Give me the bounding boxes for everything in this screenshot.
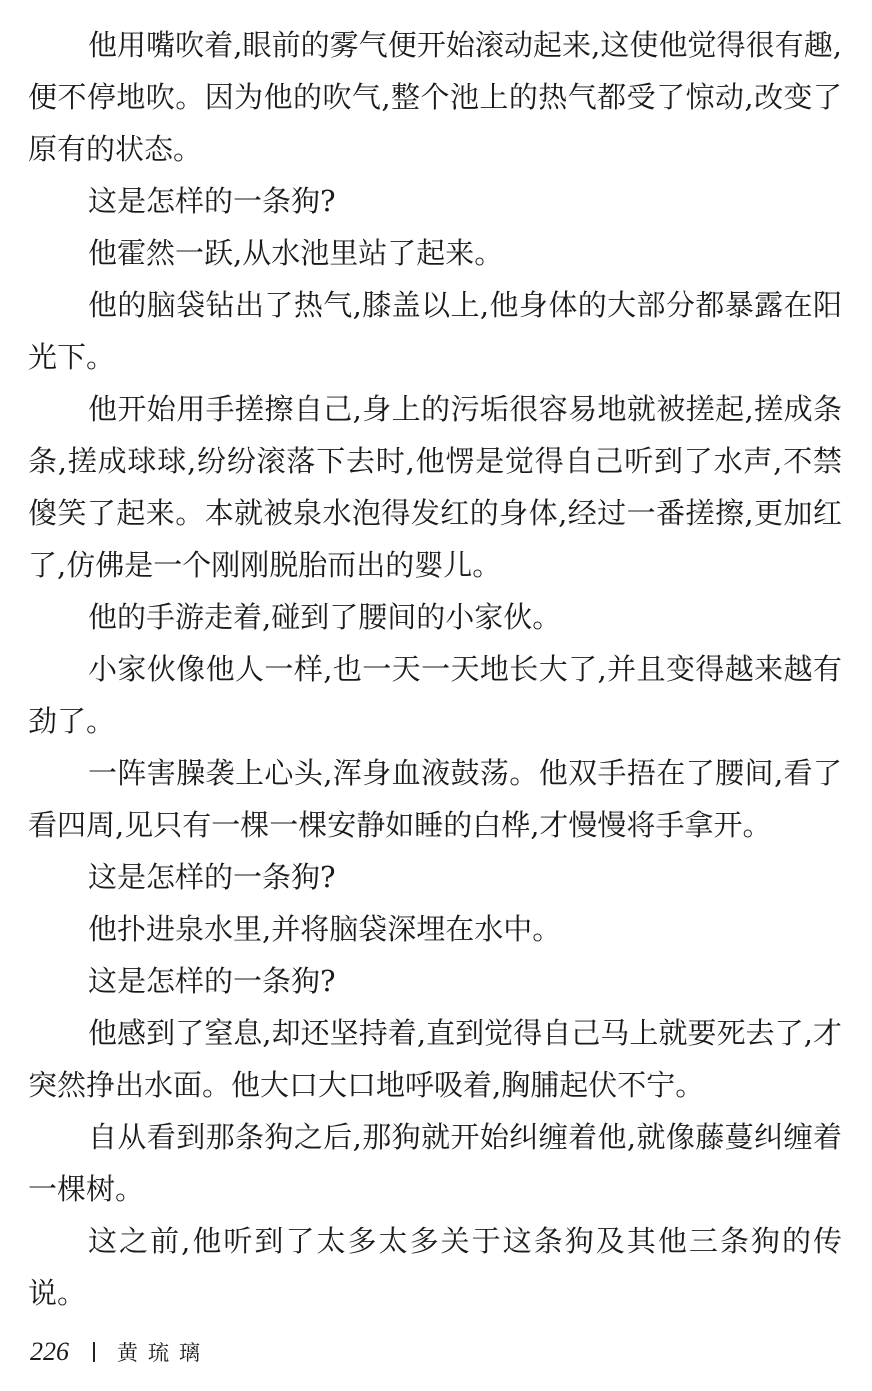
paragraph: 自从看到那条狗之后,那狗就开始纠缠着他,就像藤蔓纠缠着一棵树。 bbox=[28, 1120, 842, 1206]
paragraph: 这是怎样的一条狗? bbox=[88, 964, 336, 998]
footer-divider bbox=[93, 1342, 95, 1362]
page-number: 226 bbox=[30, 1337, 69, 1366]
paragraph: 他用嘴吹着,眼前的雾气便开始滚动起来,这使他觉得很有趣,便不停地吹。因为他的吹气,整个池上的热气都受了惊动,改变了原有的状态。 bbox=[28, 28, 842, 166]
paragraph: 这之前,他听到了太多太多关于这条狗及其他三条狗的传说。 bbox=[28, 1224, 842, 1310]
page-footer bbox=[30, 1332, 210, 1372]
paragraph: 小家伙像他人一样,也一天一天地长大了,并且变得越来越有劲了。 bbox=[28, 652, 842, 738]
paragraph: 他开始用手搓擦自己,身上的污垢很容易地就被搓起,搓成条条,搓成球球,纷纷滚落下去时,他愣是觉得自己听到了水声,不禁傻笑了起来。本就被泉水泡得发红的身体,经过一番搓擦,更加红了,仿佛是一个刚刚脱胎而出的婴儿。 bbox=[28, 392, 842, 582]
paragraph: 他的脑袋钻出了热气,膝盖以上,他身体的大部分都暴露在阳光下。 bbox=[28, 288, 842, 374]
book-title: 黄琉璃 bbox=[117, 1341, 210, 1365]
paragraph: 一阵害臊袭上心头,浑身血液鼓荡。他双手捂在了腰间,看了看四周,见只有一棵一棵安静如睡的白桦,才慢慢将手拿开。 bbox=[28, 756, 842, 842]
body-text bbox=[28, 19, 842, 1319]
paragraph: 他霍然一跃,从水池里站了起来。 bbox=[88, 236, 504, 270]
paragraph: 他的手游走着,碰到了腰间的小家伙。 bbox=[88, 600, 562, 634]
paragraph: 他扑进泉水里,并将脑袋深埋在水中。 bbox=[88, 912, 562, 946]
paragraph: 这是怎样的一条狗? bbox=[88, 184, 336, 218]
paragraph: 他感到了窒息,却还坚持着,直到觉得自己马上就要死去了,才突然挣出水面。他大口大口地呼吸着,胸脯起伏不宁。 bbox=[28, 1016, 842, 1102]
paragraph: 这是怎样的一条狗? bbox=[88, 860, 336, 894]
